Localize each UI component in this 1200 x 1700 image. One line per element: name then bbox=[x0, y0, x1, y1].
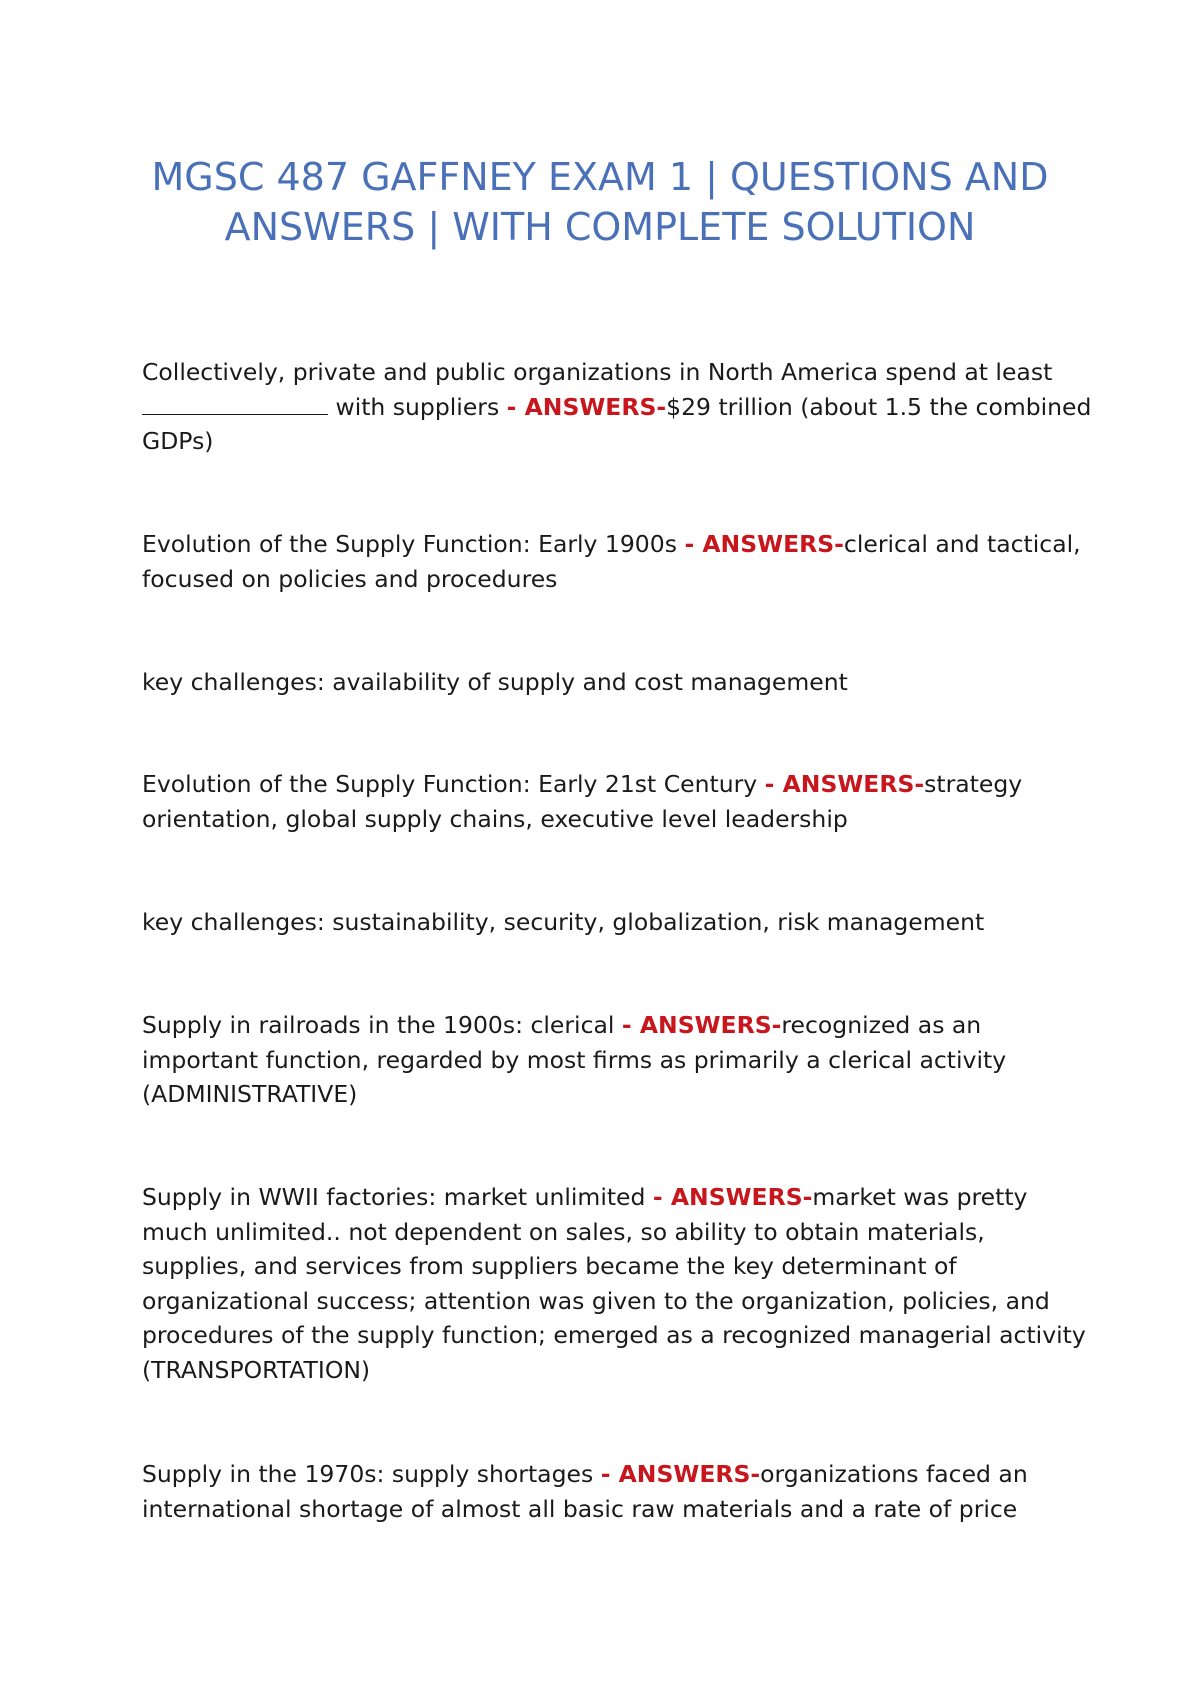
note-text: key challenges: availability of supply and cost management bbox=[142, 668, 848, 696]
question-text: Evolution of the Supply Function: Early 1900s bbox=[142, 530, 685, 558]
answer-marker: - ANSWERS- bbox=[764, 770, 925, 798]
qa-item bbox=[142, 767, 1092, 836]
question-text: Evolution of the Supply Function: Early 21st Century bbox=[142, 770, 765, 798]
qa-item bbox=[142, 1457, 1092, 1526]
question-text: Collectively, private and public organizations in North America spend at least bbox=[142, 358, 1053, 386]
note-text: key challenges: sustainability, security, globalization, risk management bbox=[142, 908, 985, 936]
answer-text: organizations faced an international shortage of almost all basic raw materials and a rate of price bbox=[142, 1460, 1028, 1523]
answer-text: market was pretty much unlimited.. not dependent on sales, so ability to obtain materials, supplies, and services from suppliers became the key determinant of organizational success; attention was given to the organization, policies, and procedures of the supply function; emerged as a recognized managerial activity (TRANSPORTATION) bbox=[142, 1183, 1086, 1384]
question-text: Supply in the 1970s: supply shortages bbox=[142, 1460, 601, 1488]
answer-text: clerical and tactical, focused on policies and procedures bbox=[142, 530, 1081, 593]
qa-item bbox=[142, 527, 1092, 596]
qa-item bbox=[142, 1008, 1092, 1112]
answer-text: strategy orientation, global supply chains, executive level leadership bbox=[142, 770, 1023, 833]
answer-marker: - ANSWERS- bbox=[600, 1460, 761, 1488]
fill-in-blank bbox=[142, 392, 328, 415]
answer-marker: - ANSWERS- bbox=[506, 392, 667, 421]
answer-marker: - ANSWERS- bbox=[621, 1011, 782, 1039]
question-text: with suppliers bbox=[328, 392, 507, 421]
note-item bbox=[142, 905, 1092, 940]
answer-text: $29 trillion (about 1.5 the combined GDPs) bbox=[142, 392, 1092, 455]
answer-marker: - ANSWERS- bbox=[684, 530, 844, 558]
note-item bbox=[142, 665, 1092, 700]
qa-item bbox=[142, 1180, 1092, 1387]
answer-marker: - ANSWERS- bbox=[652, 1183, 813, 1211]
question-text: Supply in WWII factories: market unlimited bbox=[142, 1183, 653, 1211]
answer-text: recognized as an important function, regarded by most firms as primarily a clerical activity (ADMINISTRATIVE) bbox=[142, 1011, 1007, 1108]
document-title: MGSC 487 GAFFNEY EXAM 1 | QUESTIONS AND ANSWERS | WITH COMPLETE SOLUTION bbox=[151, 155, 1049, 249]
question-text: Supply in railroads in the 1900s: clerical bbox=[142, 1011, 622, 1039]
qa-item bbox=[142, 355, 1092, 459]
